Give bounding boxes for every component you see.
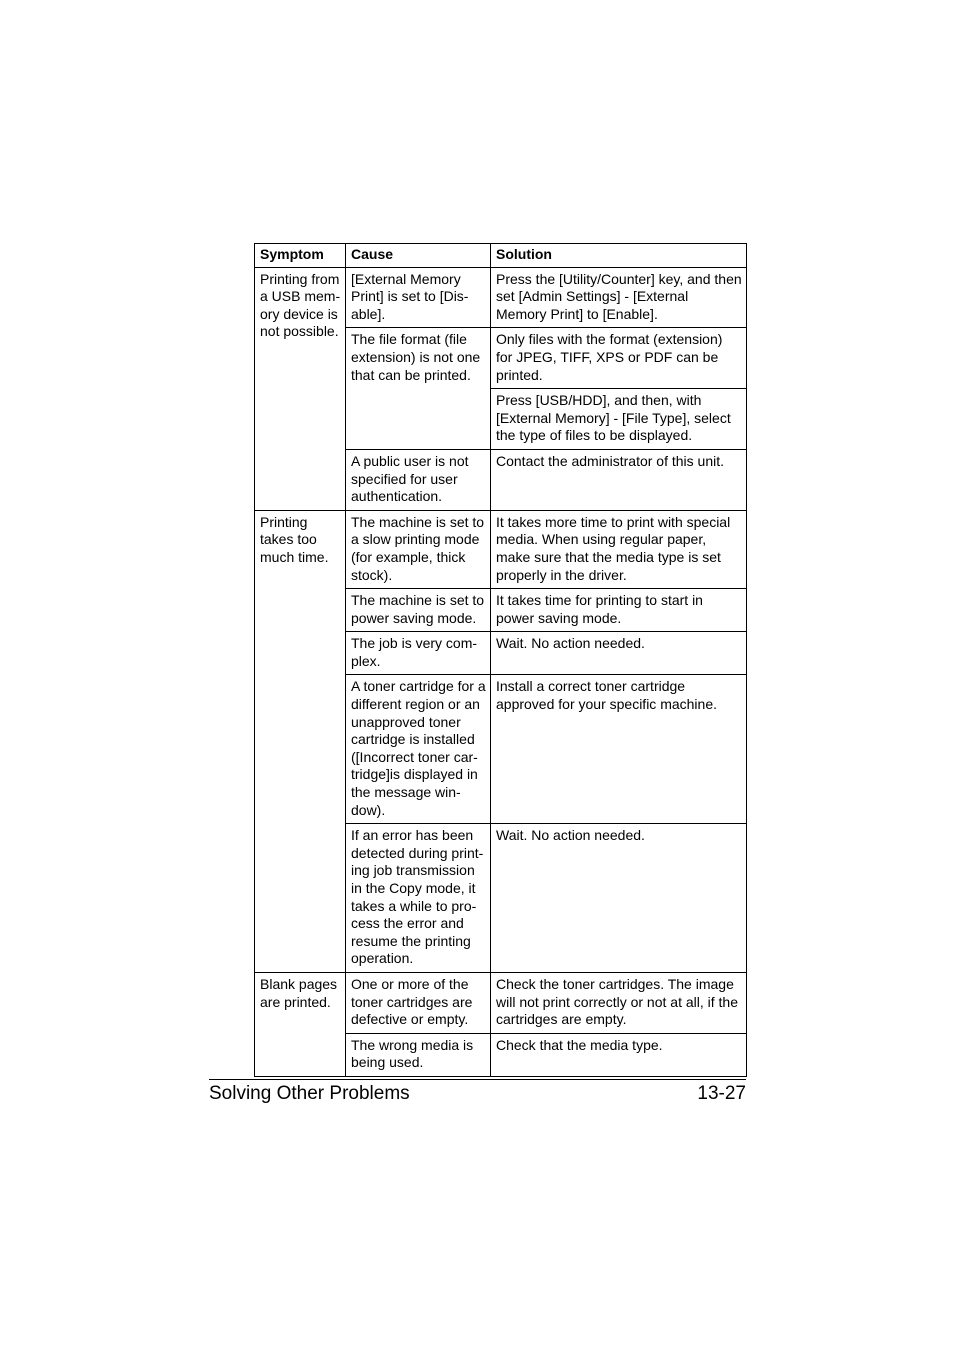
cause-cell: [External Memory Print] is set to [Dis-able].	[346, 267, 491, 328]
cause-cell: A public user is not specified for user authentication.	[346, 449, 491, 510]
cause-cell: If an error has been detected during print-ing job transmission in the Copy mode, it takes a while to pro-cess the error and resume the printing operation.	[346, 824, 491, 973]
symptom-cell: Printing takes too much time.	[255, 510, 346, 972]
table-row	[255, 972, 747, 1033]
table-header-row	[255, 244, 747, 268]
solution-cell: Wait. No action needed.	[491, 632, 747, 675]
solution-cell: Press [USB/HDD], and then, with [External Memory] - [File Type], select the type of files to be displayed.	[491, 389, 747, 450]
symptom-cell: Blank pages are printed.	[255, 972, 346, 1076]
cause-cell: The file format (file extension) is not one that can be printed.	[346, 328, 491, 450]
solution-cell: Check the toner cartridges. The image will not print correctly or not at all, if the cartridges are empty.	[491, 972, 747, 1033]
header-cause: Cause	[346, 244, 491, 268]
solution-cell: It takes more time to print with special media. When using regular paper, make sure that the media type is set properly in the driver.	[491, 510, 747, 588]
cause-cell: The job is very com-plex.	[346, 632, 491, 675]
cause-cell: A toner cartridge for a different region or an unapproved toner cartridge is installed ([Incorrect toner car-tridge]is displayed in the message win-dow).	[346, 675, 491, 824]
cause-cell: One or more of the toner cartridges are defective or empty.	[346, 972, 491, 1033]
cause-cell: The wrong media is being used.	[346, 1033, 491, 1076]
footer-divider	[209, 1079, 746, 1080]
header-symptom: Symptom	[255, 244, 346, 268]
troubleshooting-table	[254, 243, 747, 1077]
header-solution: Solution	[491, 244, 747, 268]
solution-cell: Contact the administrator of this unit.	[491, 449, 747, 510]
page-number: 13-27	[697, 1083, 746, 1104]
solution-cell: Check that the media type.	[491, 1033, 747, 1076]
cause-cell: The machine is set to a slow printing mode (for example, thick stock).	[346, 510, 491, 588]
symptom-cell: Printing from a USB mem-ory device is not possible.	[255, 267, 346, 510]
footer-section-title: Solving Other Problems	[209, 1083, 410, 1104]
solution-cell: Wait. No action needed.	[491, 824, 747, 973]
solution-cell: It takes time for printing to start in power saving mode.	[491, 589, 747, 632]
cause-cell: The machine is set to power saving mode.	[346, 589, 491, 632]
table-row	[255, 510, 747, 588]
solution-cell: Only files with the format (extension) for JPEG, TIFF, XPS or PDF can be printed.	[491, 328, 747, 389]
solution-cell: Install a correct toner cartridge approved for your specific machine.	[491, 675, 747, 824]
table-row	[255, 267, 747, 328]
solution-cell: Press the [Utility/Counter] key, and then set [Admin Settings] - [External Memory Print] to [Enable].	[491, 267, 747, 328]
